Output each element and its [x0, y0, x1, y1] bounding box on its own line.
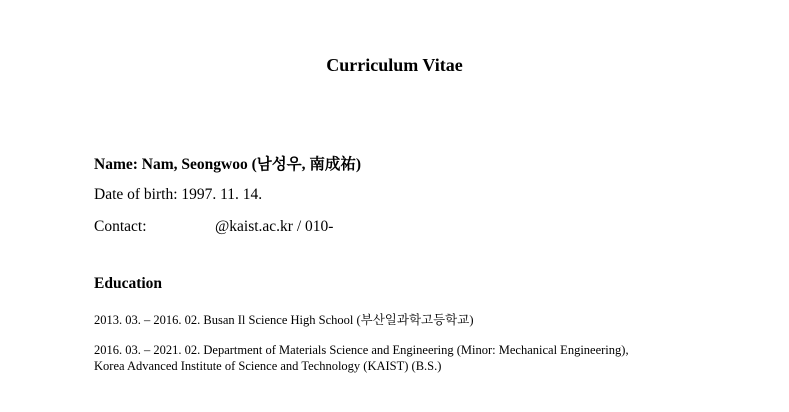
name-line: Name: Nam, Seongwoo (남성우, 南成祐) [94, 156, 362, 173]
date-of-birth: Date of birth: 1997. 11. 14. [94, 186, 263, 203]
education-entry-kaist-line1: 2016. 03. – 2021. 02. Department of Materials Science and Engineering (Minor: Mechanical Engineering), [94, 343, 629, 357]
education-entry-high-school: 2013. 03. – 2016. 02. Busan Il Science High School (부산일과학고등학교) [94, 313, 474, 327]
contact-line [94, 218, 334, 236]
contact-label: Contact: [94, 218, 147, 235]
contact-value: @kaist.ac.kr / 010- [215, 218, 334, 235]
document-title: Curriculum Vitae [326, 55, 463, 75]
education-entry-kaist [94, 342, 629, 374]
education-entry-kaist-line2: Korea Advanced Institute of Science and Technology (KAIST) (B.S.) [94, 359, 442, 373]
education-heading: Education [94, 275, 163, 292]
